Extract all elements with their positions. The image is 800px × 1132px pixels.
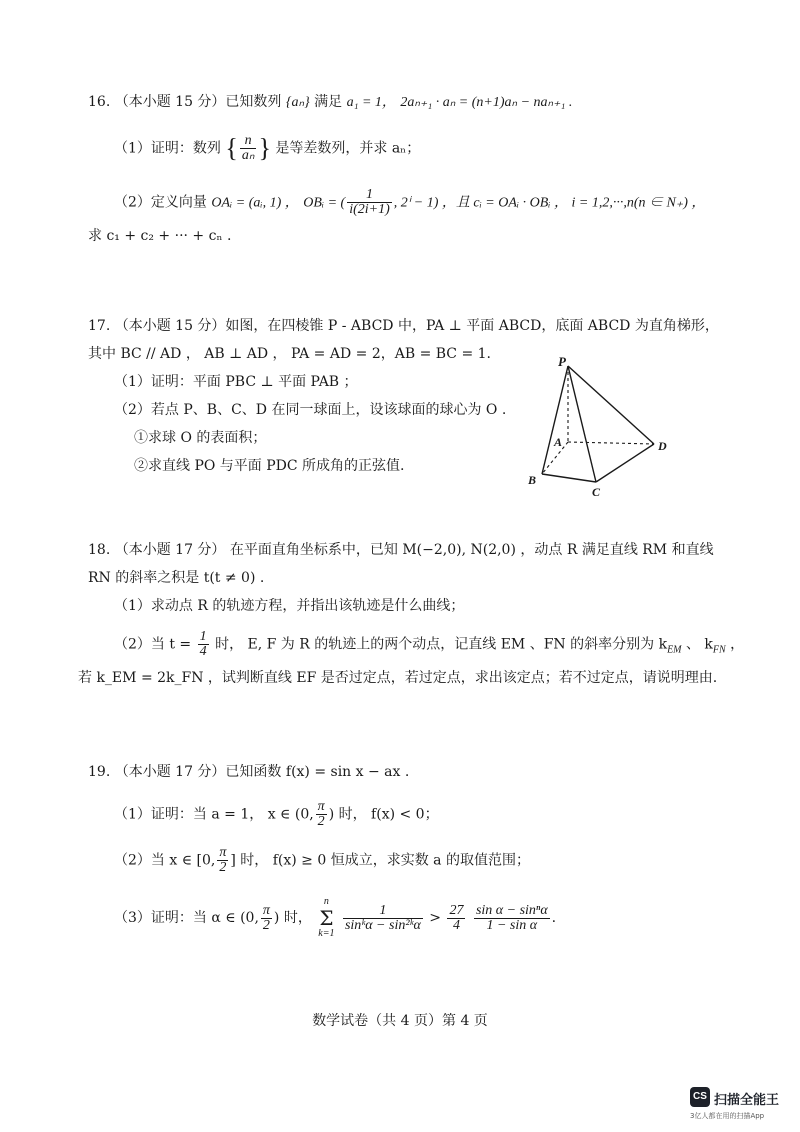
q16-cond-text: 满足 xyxy=(314,94,343,110)
q16-seq: {a xyxy=(285,95,299,110)
q19-rhs-frac: $\frac{\text{sin α − sinⁿα}}{\text{1 − sin α}}$ xyxy=(475,902,548,933)
q17-p2b: ②求直线 PO 与平面 PDC 所成角的正弦值. xyxy=(134,458,405,474)
label-P: P xyxy=(558,354,566,369)
q17-p2: （2）若点 P、B、C、D 在同一球面上，设该球面的球心为 O . xyxy=(114,402,507,418)
q17-line1: （本小题 15 分）如图，在四棱锥 P - ABCD 中，PA ⊥ 平面 ABCD，底面 ABCD 为直角梯形， xyxy=(114,318,719,334)
q16-p2-vec2b: , 2ⁱ − 1) ，且 cᵢ = OAᵢ · OBᵢ ， i = 1,2,···,n(n ∈ N₊) ， xyxy=(393,195,706,211)
q16-p2-label: （2）定义向量 xyxy=(114,194,207,211)
q19-p2-b: ] 时， f(x) ≥ 0 恒成立，求实数 a 的取值范围； xyxy=(230,852,530,869)
q18-p2-a: （2）当 t = xyxy=(114,636,192,653)
watermark-title: 扫描全能王 xyxy=(714,1093,780,1108)
q17-p2a: ①求球 O 的表面积； xyxy=(134,430,267,446)
q16-p1-label: （1）证明：数列 xyxy=(114,140,221,157)
edge-BC xyxy=(542,474,596,482)
q18-p2-b: 时， E, F 为 R 的轨迹上的两个动点，记直线 EM 、FN 的斜率分别为 k xyxy=(215,636,668,653)
q19-p1-b: ) 时， f(x) < 0； xyxy=(328,806,439,823)
q16-cond2: 2aₙ₊₁ · aₙ = (n+1)aₙ − naₙ₊₁ . xyxy=(400,95,573,110)
scanner-watermark xyxy=(690,1087,790,1123)
q19-p3-a: （3）证明：当 α ∈ xyxy=(114,910,236,926)
q16-cond1: a₁ = 1， xyxy=(346,95,396,110)
label-C: C xyxy=(592,485,601,498)
q18-number: 18. xyxy=(88,542,111,558)
edge-PD xyxy=(568,366,654,444)
q19-p2-a: （2）当 x ∈ [0, xyxy=(114,852,216,869)
q19-p2-frac: $\frac{\pi}{2}$ xyxy=(219,845,227,875)
camscanner-icon: CS xyxy=(690,1087,710,1107)
pyramid-figure xyxy=(520,348,690,498)
q19-p3-frac: $\frac{\pi}{2}$ xyxy=(262,902,270,933)
edge-CD xyxy=(596,444,654,482)
q16-p1-frac: $\frac{n}{\text{aₙ}}$ xyxy=(241,133,255,163)
q18-p2-frac: $\frac{1}{4}$ xyxy=(199,629,207,659)
label-B: B xyxy=(528,473,537,487)
q17-number: 17. xyxy=(88,318,111,334)
q16-header: （本小题 15 分）已知数列 xyxy=(114,94,282,110)
q17-p1: （1）证明：平面 PBC ⊥ 平面 PAB ； xyxy=(114,374,358,390)
q16-p2-tail: 求 c₁ + c₂ + ··· + cₙ . xyxy=(88,228,232,244)
watermark-subtitle: 3亿人都在用的扫描App xyxy=(690,1112,765,1120)
q16-p2-vec1: OAᵢ = (aᵢ, 1) ， xyxy=(211,195,299,211)
label-D: D xyxy=(658,439,667,453)
q18-line2: RN 的斜率之积是 t(t ≠ 0) . xyxy=(88,570,265,586)
q19-number: 19. xyxy=(88,764,111,780)
q16-p2-frac: $\frac{1}{i(2i+1)}$ xyxy=(349,187,390,217)
label-A: A xyxy=(554,435,563,449)
edge-AD xyxy=(568,442,654,444)
page-footer: 数学试卷（共 4 页）第 4 页 xyxy=(312,1013,488,1029)
q16-p2-vec2a: OBᵢ = ( xyxy=(303,195,346,211)
q16-number: 16. xyxy=(88,94,111,110)
q18-line1: （本小题 17 分） 在平面直角坐标系中，已知 M(−2,0), N(2,0) ，动点 R 满足直线 RM 和直线 xyxy=(114,542,714,558)
q19-gt: > xyxy=(429,910,442,926)
q18-line-last: 若 k_EM = 2k_FN ，试判断直线 EF 是否过定点，若过定点，求出该定点；若不过定点，请说明理由. xyxy=(78,670,718,686)
q16-p1-tail: 是等差数列，并求 aₙ； xyxy=(275,140,421,157)
edge-PC xyxy=(568,366,596,482)
q19-header: （本小题 17 分）已知函数 f(x) = sin x − ax . xyxy=(114,764,410,780)
q19-sum: n Σ k=1 xyxy=(318,896,335,939)
q17-line2: 其中 BC // AD ， AB ⊥ AD ， PA = AD = 2，AB = BC = 1. xyxy=(88,346,492,362)
q19-p1-a: （1）证明：当 a = 1， x ∈ (0, xyxy=(114,806,314,823)
q19-coef-frac: $\frac{27}{4}$ xyxy=(449,902,464,933)
q19-p3-b: 时， xyxy=(283,910,312,926)
q19-term-frac: $\frac{1}{\text{sinᵏα − sin²ᵏα}}$ xyxy=(344,902,421,933)
q18-p1: （1）求动点 R 的轨迹方程，并指出该轨迹是什么曲线； xyxy=(114,598,465,614)
q19-p1-frac: $\frac{\pi}{2}$ xyxy=(317,799,325,829)
